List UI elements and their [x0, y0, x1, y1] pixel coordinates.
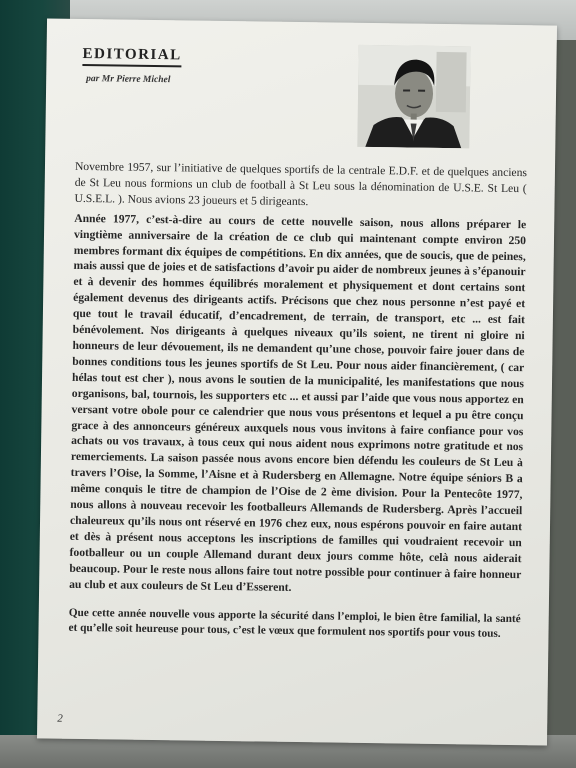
author-portrait-photo	[357, 45, 470, 149]
paragraph-wishes: Que cette année nouvelle vous apporte la sécurité dans l’emploi, le bien être familial, la santé et qu’elle soit heureuse pour tous, c’est le vœux que formulent nos sportifs pour vous tous.	[68, 607, 521, 641]
author-byline: par Mr Pierre Michel	[86, 74, 171, 86]
portrait-image	[357, 45, 470, 149]
paragraph-founding: Novembre 1957, sur l’initiative de quelques sportifs de la centrale E.D.F. et de quelques anciens de St Leu nous formions un club de football à St Leu sous la dénomination de U.S.E. St Leu ( U.S.E.L. ). Nous avions 23 joueurs et 5 dirigeants.	[74, 159, 528, 208]
paragraph-anniversary: Année 1977, c’est-à-dire au cours de cette nouvelle saison, nous allons préparer le vingtième anniversaire de la création de ce club qui maintenant compte environ 250 membres formant dix équipes de compétitions. En dix années, que de soucis, que de peines, mais aussi que de joies et de satisfactions d’avoir pu aider de nombreux jeunes à s’épanouir et à devenir des hommes équilibrés moralement et physiquement et dont certains sont également devenus des dirigeants actifs. Précisons que chez nous personne n’est payé et que tout le travail éducatif, d’encadrement, de terrain, de transport, etc ... est fait bénévolement. Nos dirigeants à quelques niveaux qu’ils soient, ne tirent ni gloire ni honneurs de leur dévouement, ils ne demandent qu’une chose, pouvoir faire jouer dans de bonnes conditions tous les jeunes sportifs de St Leu. Pour nous aider financièrement, ( car hélas tout est cher ), nous avons le soutien de la municipalité, les manifestations que nous organisons, bal, tournois, les supporters etc ... et aussi par l’aide que vous nous apportez en versant votre obole pour ce calendrier que nous vous présentons et lequel a pu être conçu grace à des annonceurs généreux auxquels nous vous invitons à faire confiance pour vos achats ou vos travaux, à tous ceux qui nous aident nous exprimons notre gratitude et nos remerciements. La saison passée nous avons encore bien défendu les couleurs de St Leu à travers l’Oise, la Somme, l’Aisne et à Rudersberg en Allemagne. Notre équipe séniors B a même conquis le titre de champion de l’Oise de 2 ème division. Pour la Pentecôte 1977, nous allons à nouveau recevoir les footballeurs Allemands de Rudersberg. Après l’accueil chaleureux qu’ils nous ont réservé en 1976 chez eux, nous espérons pouvoir en faire autant et dès à présent nous acceptons les inscriptions de familles qui voudraient recevoir un footballeur ou un couple Allemand durant deux jours comme hôte, celà nous aiderait beaucoup. Pour le reste nous allons faire tout notre possible pour continuer à faire honneur au club et aux couleurs de St Leu d’Esserent.	[69, 211, 527, 594]
page-title: EDITORIAL	[82, 46, 181, 67]
editorial-header	[82, 45, 182, 85]
document-page	[37, 18, 557, 745]
page-number: 2	[57, 712, 63, 725]
editorial-body	[68, 159, 527, 646]
